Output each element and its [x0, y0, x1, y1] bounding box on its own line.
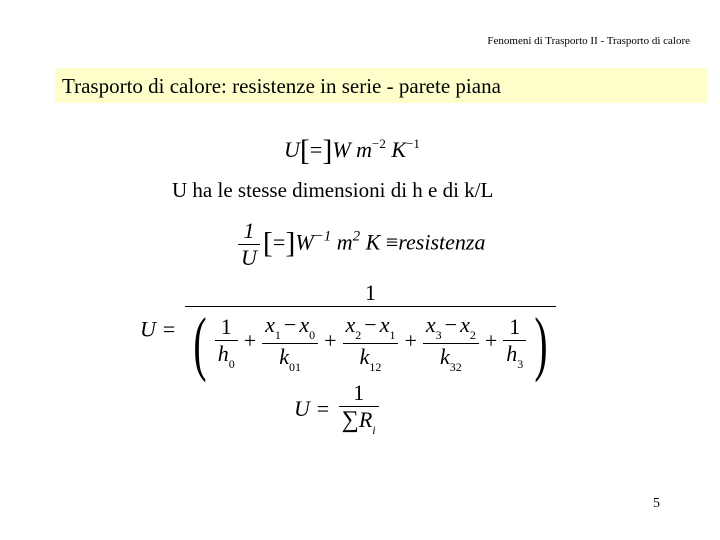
- eq3-term-5-num: 1: [509, 314, 521, 339]
- eq3-term-5-den: [503, 340, 526, 372]
- eq3-main-denominator: [185, 303, 557, 383]
- eq3-t3-xb-sub: 1: [389, 327, 396, 342]
- eq2-k: K: [365, 229, 381, 255]
- eq1-bracket-open: [: [299, 134, 310, 167]
- eq3-term-4: [423, 312, 479, 375]
- eq3-t4-xa-sub: 3: [435, 327, 442, 342]
- eq4-numerator: 1: [353, 380, 365, 405]
- eq3-term-1-den: [215, 340, 238, 372]
- eq3-main-fraction: [185, 280, 557, 383]
- header-note: Fenomeni di Trasporto II - Trasporto di calore: [487, 35, 690, 47]
- eq3-t3-k: k: [359, 343, 370, 369]
- eq1-m: m: [356, 137, 373, 162]
- eq3-t2-xb: x: [299, 311, 310, 337]
- eq3-plus-1: +: [243, 328, 257, 354]
- eq3-term-2: [262, 312, 318, 375]
- eq2-bracket-close: ]: [285, 226, 296, 260]
- equation-u-series: [140, 280, 559, 383]
- slide-title: Trasporto di calore: resistenze in serie - parete piana: [62, 74, 501, 98]
- eq2-bracket-open: [: [262, 226, 273, 260]
- eq2-fraction: [238, 218, 260, 271]
- eq3-t2-xb-sub: 0: [309, 327, 316, 342]
- eq4-r: R: [358, 407, 373, 432]
- eq2-equiv: ≡: [385, 229, 399, 255]
- eq1-equals: =: [309, 137, 323, 162]
- eq3-plus-4: +: [484, 328, 498, 354]
- eq3-term-3-den: [343, 343, 399, 375]
- eq3-term-1-num: 1: [220, 314, 232, 339]
- eq3-term-5-h: h: [506, 341, 518, 366]
- eq4-r-sub: i: [372, 423, 376, 437]
- equation-inverse-u: [235, 218, 485, 271]
- eq1-k-exponent: −1: [406, 136, 420, 151]
- eq3-t3-minus: −: [364, 311, 377, 337]
- eq3-paren-close: ): [534, 303, 548, 383]
- eq4-denominator: [339, 406, 379, 438]
- eq3-term-4-num: [423, 312, 479, 343]
- eq3-t4-k: k: [439, 343, 450, 369]
- eq2-m-exponent: 2: [352, 228, 361, 245]
- page-number: 5: [653, 496, 660, 511]
- equation-u-sum-r: [294, 380, 382, 438]
- eq3-t3-xa: x: [345, 311, 356, 337]
- eq3-t3-xa-sub: 2: [355, 327, 362, 342]
- eq3-term-1-sub: 0: [228, 357, 235, 371]
- eq4-sigma: ∑: [341, 407, 359, 433]
- eq3-t4-xb-sub: 2: [469, 327, 476, 342]
- eq3-t4-k-sub: 32: [449, 359, 462, 374]
- eq3-term-3: [343, 312, 399, 375]
- eq1-u: U: [284, 137, 300, 162]
- eq3-paren-open: (: [193, 303, 207, 383]
- eq3-term-4-den: [423, 343, 479, 375]
- eq3-term-1: [215, 314, 238, 372]
- eq3-t2-k-sub: 01: [289, 359, 301, 374]
- eq3-t2-xa: x: [265, 311, 275, 337]
- eq1-k: K: [391, 137, 407, 162]
- eq2-denominator: U: [238, 244, 260, 271]
- eq3-main-numerator: 1: [364, 280, 376, 305]
- eq3-lhs: U =: [140, 316, 177, 342]
- eq3-t3-k-sub: 12: [369, 359, 382, 374]
- eq1-m-exponent: −2: [372, 136, 386, 151]
- eq3-plus-2: +: [324, 328, 337, 354]
- eq3-plus-3: +: [404, 328, 417, 354]
- eq3-term-2-den: [262, 343, 318, 375]
- eq2-w: W: [295, 229, 314, 255]
- eq3-term-1-h: h: [217, 341, 229, 366]
- eq3-t4-xb: x: [460, 311, 470, 337]
- eq2-numerator: 1: [243, 218, 255, 243]
- eq2-equals: =: [272, 229, 286, 255]
- eq1-w: W: [332, 137, 351, 162]
- eq3-term-5-sub: 3: [517, 357, 524, 371]
- eq3-t2-xa-sub: 1: [274, 327, 281, 342]
- dimension-note: U ha le stesse dimensioni di h e di k/L: [172, 178, 494, 202]
- eq3-t4-minus: −: [444, 311, 458, 337]
- eq3-term-2-num: [262, 312, 318, 343]
- eq3-t2-minus: −: [283, 311, 297, 337]
- equation-units-u: [284, 136, 420, 166]
- eq2-m: m: [336, 229, 353, 255]
- eq3-t2-k: k: [279, 343, 289, 369]
- eq3-t4-xa: x: [425, 311, 436, 337]
- eq2-w-exponent: −1: [313, 228, 332, 245]
- eq3-term-3-num: [343, 312, 399, 343]
- eq2-resistenza: resistenza: [398, 229, 486, 255]
- eq3-term-5: [503, 314, 526, 372]
- eq4-lhs: U =: [294, 396, 331, 421]
- eq1-bracket-close: ]: [322, 134, 333, 167]
- eq4-fraction: [339, 380, 379, 438]
- eq3-t3-xb: x: [379, 311, 390, 337]
